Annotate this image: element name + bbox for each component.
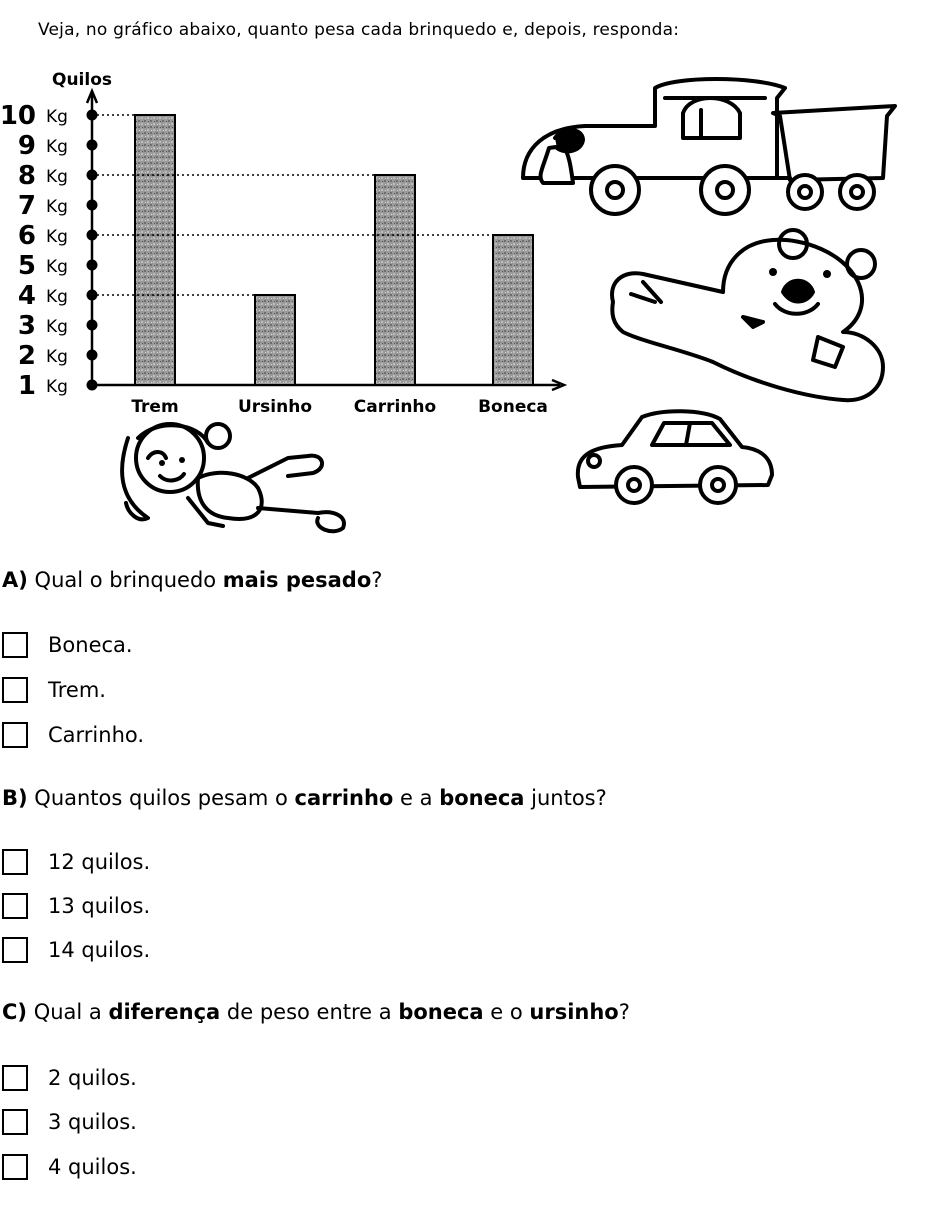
x-tick-label: Carrinho bbox=[353, 397, 437, 417]
y-tick-dot bbox=[87, 320, 98, 331]
y-axis-label: Quilos bbox=[52, 70, 113, 90]
doll-icon bbox=[108, 418, 358, 543]
y-tick-label: 10 bbox=[0, 101, 36, 131]
question-text-part: ? bbox=[618, 1000, 630, 1024]
y-tick-unit: Kg bbox=[46, 347, 68, 367]
y-tick-dot bbox=[87, 260, 98, 271]
bar-boneca bbox=[493, 235, 533, 385]
question-text-part: ? bbox=[371, 568, 383, 592]
question-text-part: mais pesado bbox=[222, 568, 372, 592]
bar-trem bbox=[135, 115, 175, 385]
checkbox[interactable] bbox=[2, 893, 28, 919]
option-a1[interactable] bbox=[2, 630, 133, 660]
question-text-part: diferença bbox=[108, 1000, 221, 1024]
question-letter: A) bbox=[2, 568, 28, 592]
y-tick-unit: Kg bbox=[46, 317, 68, 337]
y-tick-unit: Kg bbox=[46, 257, 68, 277]
y-tick-dot bbox=[87, 200, 98, 211]
y-tick-label: 3 bbox=[17, 311, 36, 341]
option-label: Boneca. bbox=[48, 633, 133, 657]
y-tick-dot bbox=[87, 140, 98, 151]
y-tick-label: 1 bbox=[17, 371, 36, 401]
option-a3[interactable] bbox=[2, 720, 144, 750]
option-label: 13 quilos. bbox=[48, 894, 151, 918]
x-tick-label: Trem bbox=[131, 397, 179, 417]
toy-car-icon bbox=[572, 405, 777, 505]
option-b2[interactable] bbox=[2, 891, 150, 921]
question-text-part: ursinho bbox=[529, 1000, 619, 1024]
bar-chart bbox=[0, 60, 580, 430]
teddy-bear-icon bbox=[603, 222, 893, 407]
y-tick-label: 9 bbox=[17, 131, 36, 161]
y-tick-unit: Kg bbox=[46, 227, 68, 247]
checkbox[interactable] bbox=[2, 1065, 28, 1091]
bar-ursinho bbox=[255, 295, 295, 385]
y-tick-label: 4 bbox=[17, 281, 36, 311]
y-tick-label: 8 bbox=[17, 161, 36, 191]
option-label: Trem. bbox=[48, 678, 106, 702]
option-label: 14 quilos. bbox=[48, 938, 151, 962]
question-text-part: boneca bbox=[398, 1000, 484, 1024]
y-tick-dot bbox=[87, 380, 98, 391]
bar-carrinho bbox=[375, 175, 415, 385]
question-text-part: Qual o brinquedo bbox=[27, 568, 223, 592]
question-text-part: e o bbox=[483, 1000, 530, 1024]
question-text-part: e a bbox=[393, 786, 440, 810]
question-text-part: juntos? bbox=[524, 786, 607, 810]
checkbox[interactable] bbox=[2, 849, 28, 875]
checkbox[interactable] bbox=[2, 937, 28, 963]
y-tick-dot bbox=[87, 350, 98, 361]
option-c3[interactable] bbox=[2, 1152, 137, 1182]
option-b3[interactable] bbox=[2, 935, 150, 965]
y-tick-label: 7 bbox=[17, 191, 36, 221]
option-c1[interactable] bbox=[2, 1063, 137, 1093]
question-c bbox=[2, 1000, 630, 1024]
question-a bbox=[2, 568, 382, 592]
option-c2[interactable] bbox=[2, 1107, 137, 1137]
question-text-part: Quantos quilos pesam o bbox=[27, 786, 295, 810]
y-tick-unit: Kg bbox=[46, 197, 68, 217]
question-text-part: boneca bbox=[439, 786, 525, 810]
option-label: 4 quilos. bbox=[48, 1155, 137, 1179]
checkbox[interactable] bbox=[2, 1109, 28, 1135]
option-label: 2 quilos. bbox=[48, 1066, 137, 1090]
y-tick-label: 5 bbox=[17, 251, 36, 281]
x-tick-label: Boneca bbox=[478, 397, 548, 417]
option-b1[interactable] bbox=[2, 847, 150, 877]
question-text-part: Qual a bbox=[27, 1000, 109, 1024]
checkbox[interactable] bbox=[2, 677, 28, 703]
y-tick-unit: Kg bbox=[46, 137, 68, 157]
y-tick-label: 6 bbox=[17, 221, 36, 251]
option-label: 3 quilos. bbox=[48, 1110, 137, 1134]
option-a2[interactable] bbox=[2, 675, 106, 705]
checkbox[interactable] bbox=[2, 722, 28, 748]
x-tick-label: Ursinho bbox=[237, 397, 313, 417]
question-letter: C) bbox=[2, 1000, 28, 1024]
question-text-part: carrinho bbox=[294, 786, 394, 810]
y-tick-unit: Kg bbox=[46, 107, 68, 127]
question-text-part: de peso entre a bbox=[220, 1000, 399, 1024]
y-tick-unit: Kg bbox=[46, 167, 68, 187]
checkbox[interactable] bbox=[2, 632, 28, 658]
y-tick-label: 2 bbox=[17, 341, 36, 371]
checkbox[interactable] bbox=[2, 1154, 28, 1180]
option-label: 12 quilos. bbox=[48, 850, 151, 874]
instruction-text: Veja, no gráfico abaixo, quanto pesa cada brinquedo e, depois, responda: bbox=[38, 20, 680, 40]
y-tick-unit: Kg bbox=[46, 377, 68, 397]
option-label: Carrinho. bbox=[48, 723, 145, 747]
question-letter: B) bbox=[2, 786, 28, 810]
question-b bbox=[2, 786, 607, 810]
train-icon bbox=[515, 68, 905, 218]
y-tick-unit: Kg bbox=[46, 287, 68, 307]
